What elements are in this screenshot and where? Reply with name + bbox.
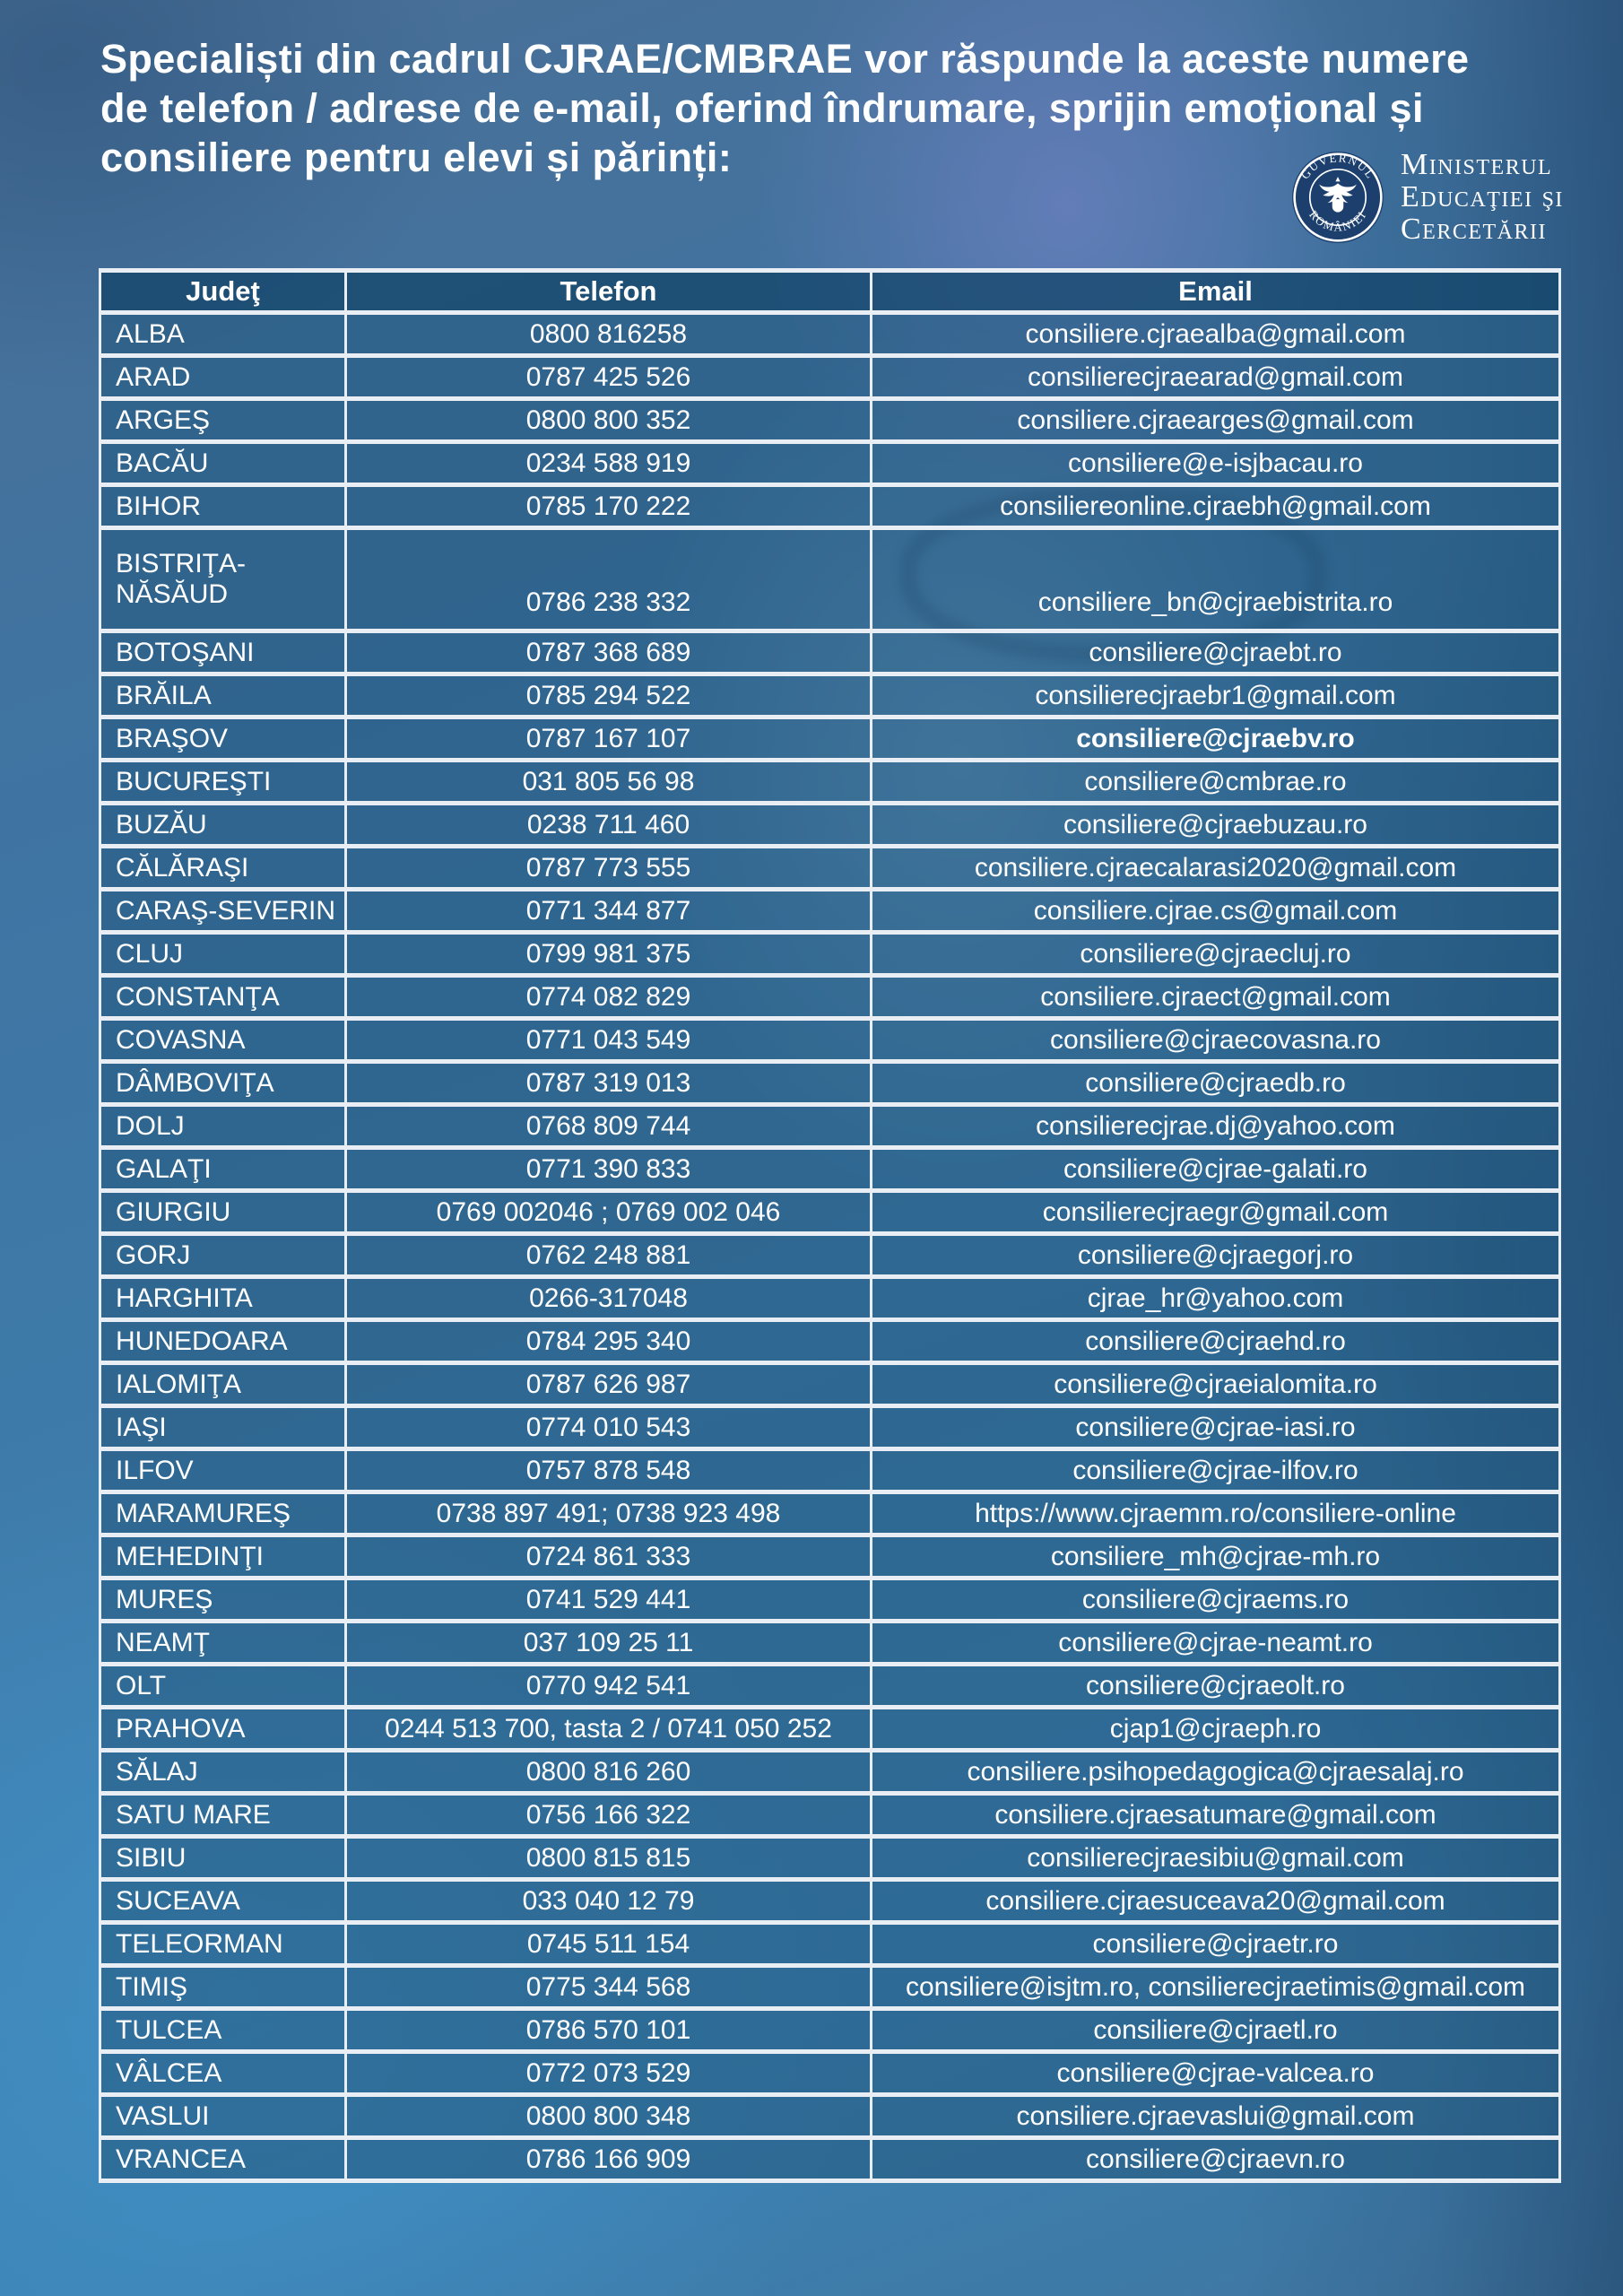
phone-cell: 031 805 56 98 bbox=[346, 761, 872, 804]
table-row bbox=[100, 2138, 1560, 2181]
table-row bbox=[100, 1105, 1560, 1148]
phone-cell: 0771 344 877 bbox=[346, 890, 872, 933]
table-row bbox=[100, 933, 1560, 976]
email-cell: consiliere.cjraesuceava20@gmail.com bbox=[872, 1880, 1560, 1923]
seal-text-bottom: ROMÂNIEI bbox=[1306, 207, 1369, 234]
email-cell: consiliere.psihopedagogica@cjraesalaj.ro bbox=[872, 1751, 1560, 1794]
email-cell: consiliere@cjraeialomita.ro bbox=[872, 1363, 1560, 1406]
table-row bbox=[100, 1449, 1560, 1492]
title-line-3: consiliere pentru elevi și părinți: bbox=[100, 135, 733, 180]
county-cell: GALAŢI bbox=[100, 1148, 346, 1191]
email-cell: consiliere@cjraetr.ro bbox=[872, 1923, 1560, 1966]
county-cell: IAŞI bbox=[100, 1406, 346, 1449]
column-header-email: Email bbox=[872, 271, 1560, 313]
table-row bbox=[100, 804, 1560, 847]
email-cell: consiliere.cjraearges@gmail.com bbox=[872, 399, 1560, 442]
county-cell: ARGEŞ bbox=[100, 399, 346, 442]
table-row bbox=[100, 1837, 1560, 1880]
county-cell: BUZĂU bbox=[100, 804, 346, 847]
table-row bbox=[100, 761, 1560, 804]
email-cell: consiliere@cjraedb.ro bbox=[872, 1062, 1560, 1105]
phone-cell: 0774 082 829 bbox=[346, 976, 872, 1019]
county-cell: BACĂU bbox=[100, 442, 346, 485]
table-row bbox=[100, 442, 1560, 485]
table-row bbox=[100, 1320, 1560, 1363]
county-cell: BRAŞOV bbox=[100, 718, 346, 761]
email-cell: consiliere.cjraecalarasi2020@gmail.com bbox=[872, 847, 1560, 890]
county-cell: CĂLĂRAŞI bbox=[100, 847, 346, 890]
table-row bbox=[100, 1708, 1560, 1751]
table-row bbox=[100, 2009, 1560, 2052]
email-cell: consiliere@cjrae-iasi.ro bbox=[872, 1406, 1560, 1449]
email-cell: consiliere@e-isjbacau.ro bbox=[872, 442, 1560, 485]
county-cell: ALBA bbox=[100, 313, 346, 356]
county-cell: VRANCEA bbox=[100, 2138, 346, 2181]
table-row bbox=[100, 399, 1560, 442]
county-cell: COVASNA bbox=[100, 1019, 346, 1062]
table-body bbox=[100, 313, 1560, 2181]
table-row bbox=[100, 356, 1560, 399]
government-seal-icon bbox=[1291, 151, 1384, 244]
county-cell: MARAMUREŞ bbox=[100, 1492, 346, 1535]
county-cell: GORJ bbox=[100, 1234, 346, 1277]
ministry-name-line-1: Ministerul bbox=[1401, 148, 1553, 181]
table-row bbox=[100, 2095, 1560, 2138]
phone-cell: 0800 815 815 bbox=[346, 1837, 872, 1880]
table-row bbox=[100, 1148, 1560, 1191]
phone-cell: 0785 294 522 bbox=[346, 674, 872, 718]
phone-cell: 0774 010 543 bbox=[346, 1406, 872, 1449]
email-cell: consiliere.cjraect@gmail.com bbox=[872, 976, 1560, 1019]
table-row bbox=[100, 1535, 1560, 1578]
county-cell: GIURGIU bbox=[100, 1191, 346, 1234]
phone-cell: 0238 711 460 bbox=[346, 804, 872, 847]
phone-cell: 0800 816 260 bbox=[346, 1751, 872, 1794]
county-cell: CONSTANŢA bbox=[100, 976, 346, 1019]
phone-cell: 0787 773 555 bbox=[346, 847, 872, 890]
email-cell: consiliere@cjraebuzau.ro bbox=[872, 804, 1560, 847]
county-cell: TULCEA bbox=[100, 2009, 346, 2052]
email-cell: consiliere.cjraealba@gmail.com bbox=[872, 313, 1560, 356]
phone-cell: 0266-317048 bbox=[346, 1277, 872, 1320]
email-cell: cjap1@cjraeph.ro bbox=[872, 1708, 1560, 1751]
table-row bbox=[100, 1191, 1560, 1234]
phone-cell: 037 109 25 11 bbox=[346, 1622, 872, 1665]
table-row bbox=[100, 2052, 1560, 2095]
county-cell: VÂLCEA bbox=[100, 2052, 346, 2095]
email-cell: consiliere@cjrae-neamt.ro bbox=[872, 1622, 1560, 1665]
county-cell: SIBIU bbox=[100, 1837, 346, 1880]
email-cell: consilierecjraearad@gmail.com bbox=[872, 356, 1560, 399]
phone-cell: 0745 511 154 bbox=[346, 1923, 872, 1966]
email-cell: consiliere@cjrae-galati.ro bbox=[872, 1148, 1560, 1191]
table-row bbox=[100, 718, 1560, 761]
phone-cell: 0771 390 833 bbox=[346, 1148, 872, 1191]
email-cell: consiliere@cjraeolt.ro bbox=[872, 1665, 1560, 1708]
column-header-telefon: Telefon bbox=[346, 271, 872, 313]
email-cell: consiliere@cjrae-valcea.ro bbox=[872, 2052, 1560, 2095]
county-cell: SĂLAJ bbox=[100, 1751, 346, 1794]
table-row bbox=[100, 631, 1560, 674]
table-row bbox=[100, 1363, 1560, 1406]
contact-table bbox=[99, 268, 1561, 2183]
phone-cell: 0786 238 332 bbox=[346, 528, 872, 631]
phone-cell: 0775 344 568 bbox=[346, 1966, 872, 2009]
phone-cell: 0787 368 689 bbox=[346, 631, 872, 674]
county-cell: MUREŞ bbox=[100, 1578, 346, 1622]
email-cell: consiliere.cjrae.cs@gmail.com bbox=[872, 890, 1560, 933]
email-cell: consiliere@cjraecovasna.ro bbox=[872, 1019, 1560, 1062]
county-cell: ARAD bbox=[100, 356, 346, 399]
table-row bbox=[100, 674, 1560, 718]
ministry-logo bbox=[1291, 149, 1564, 246]
phone-cell: 0771 043 549 bbox=[346, 1019, 872, 1062]
email-cell: consilierecjraesibiu@gmail.com bbox=[872, 1837, 1560, 1880]
table-row bbox=[100, 1578, 1560, 1622]
email-cell: consiliere@cjraevn.ro bbox=[872, 2138, 1560, 2181]
table-row bbox=[100, 1492, 1560, 1535]
phone-cell: 0738 897 491; 0738 923 498 bbox=[346, 1492, 872, 1535]
phone-cell: 0787 319 013 bbox=[346, 1062, 872, 1105]
title-line-2: de telefon / adrese de e-mail, oferind îndrumare, sprijin emoțional și bbox=[100, 85, 1424, 131]
email-cell: consiliere@cjraehd.ro bbox=[872, 1320, 1560, 1363]
county-cell: PRAHOVA bbox=[100, 1708, 346, 1751]
table-row bbox=[100, 1406, 1560, 1449]
phone-cell: 0772 073 529 bbox=[346, 2052, 872, 2095]
email-cell: consiliere@cjraebt.ro bbox=[872, 631, 1560, 674]
phone-cell: 0784 295 340 bbox=[346, 1320, 872, 1363]
phone-cell: 0800 816258 bbox=[346, 313, 872, 356]
email-cell: cjrae_hr@yahoo.com bbox=[872, 1277, 1560, 1320]
phone-cell: 0785 170 222 bbox=[346, 485, 872, 528]
county-cell: HUNEDOARA bbox=[100, 1320, 346, 1363]
table-row bbox=[100, 313, 1560, 356]
county-cell: VASLUI bbox=[100, 2095, 346, 2138]
table-row bbox=[100, 1062, 1560, 1105]
email-cell: consiliere@cmbrae.ro bbox=[872, 761, 1560, 804]
email-cell: consiliere@isjtm.ro, consilierecjraetimis@gmail.com bbox=[872, 1966, 1560, 2009]
phone-cell: 0244 513 700, tasta 2 / 0741 050 252 bbox=[346, 1708, 872, 1751]
table-row bbox=[100, 1234, 1560, 1277]
county-cell: CARAŞ-SEVERIN bbox=[100, 890, 346, 933]
phone-cell: 0770 942 541 bbox=[346, 1665, 872, 1708]
county-cell: BUCUREŞTI bbox=[100, 761, 346, 804]
county-cell: TIMIŞ bbox=[100, 1966, 346, 2009]
table-row bbox=[100, 976, 1560, 1019]
table-row bbox=[100, 485, 1560, 528]
phone-cell: 0786 166 909 bbox=[346, 2138, 872, 2181]
phone-cell: 0787 626 987 bbox=[346, 1363, 872, 1406]
county-cell: MEHEDINŢI bbox=[100, 1535, 346, 1578]
email-cell: consiliere@cjraetl.ro bbox=[872, 2009, 1560, 2052]
title-line-1: Specialiști din cadrul CJRAE/CMBRAE vor răspunde la aceste numere bbox=[100, 36, 1470, 82]
county-cell: IALOMIŢA bbox=[100, 1363, 346, 1406]
county-cell: BISTRIŢA- NĂSĂUD bbox=[100, 528, 346, 631]
email-cell: consiliere@cjrae-ilfov.ro bbox=[872, 1449, 1560, 1492]
county-cell: HARGHITA bbox=[100, 1277, 346, 1320]
phone-cell: 0741 529 441 bbox=[346, 1578, 872, 1622]
email-cell: consiliere@cjraecluj.ro bbox=[872, 933, 1560, 976]
phone-cell: 0787 425 526 bbox=[346, 356, 872, 399]
email-cell: consiliere.cjraesatumare@gmail.com bbox=[872, 1794, 1560, 1837]
seal-text-top: GUVERNUL bbox=[1298, 151, 1378, 182]
column-header-judet: Judeţ bbox=[100, 271, 346, 313]
email-cell: https://www.cjraemm.ro/consiliere-online bbox=[872, 1492, 1560, 1535]
email-cell: consiliere.cjraevaslui@gmail.com bbox=[872, 2095, 1560, 2138]
county-cell: TELEORMAN bbox=[100, 1923, 346, 1966]
table-row bbox=[100, 1794, 1560, 1837]
phone-cell: 0799 981 375 bbox=[346, 933, 872, 976]
phone-cell: 0800 800 352 bbox=[346, 399, 872, 442]
phone-cell: 0768 809 744 bbox=[346, 1105, 872, 1148]
email-cell: consiliere_mh@cjrae-mh.ro bbox=[872, 1535, 1560, 1578]
email-cell: consilierecjraebr1@gmail.com bbox=[872, 674, 1560, 718]
table-row bbox=[100, 1665, 1560, 1708]
county-cell: CLUJ bbox=[100, 933, 346, 976]
email-cell: consiliere_bn@cjraebistrita.ro bbox=[872, 528, 1560, 631]
table-row bbox=[100, 1019, 1560, 1062]
county-cell: BIHOR bbox=[100, 485, 346, 528]
email-cell: consiliere@cjraegorj.ro bbox=[872, 1234, 1560, 1277]
phone-cell: 033 040 12 79 bbox=[346, 1880, 872, 1923]
table-row bbox=[100, 1880, 1560, 1923]
email-cell: consiliereonline.cjraebh@gmail.com bbox=[872, 485, 1560, 528]
phone-cell: 0762 248 881 bbox=[346, 1234, 872, 1277]
email-cell: consiliere@cjraebv.ro bbox=[872, 718, 1560, 761]
county-cell: SUCEAVA bbox=[100, 1880, 346, 1923]
table-row bbox=[100, 1966, 1560, 2009]
county-cell: BOTOŞANI bbox=[100, 631, 346, 674]
county-cell: OLT bbox=[100, 1665, 346, 1708]
table-row bbox=[100, 1622, 1560, 1665]
ministry-name-line-3: Cercetării bbox=[1401, 213, 1547, 246]
county-cell: NEAMŢ bbox=[100, 1622, 346, 1665]
table-row bbox=[100, 890, 1560, 933]
phone-cell: 0787 167 107 bbox=[346, 718, 872, 761]
phone-cell: 0756 166 322 bbox=[346, 1794, 872, 1837]
table-row bbox=[100, 1277, 1560, 1320]
county-cell: DÂMBOVIŢA bbox=[100, 1062, 346, 1105]
phone-cell: 0234 588 919 bbox=[346, 442, 872, 485]
county-cell: ILFOV bbox=[100, 1449, 346, 1492]
table-row bbox=[100, 847, 1560, 890]
county-cell: DOLJ bbox=[100, 1105, 346, 1148]
email-cell: consilierecjraegr@gmail.com bbox=[872, 1191, 1560, 1234]
email-cell: consilierecjrae.dj@yahoo.com bbox=[872, 1105, 1560, 1148]
county-cell: BRĂILA bbox=[100, 674, 346, 718]
phone-cell: 0724 861 333 bbox=[346, 1535, 872, 1578]
phone-cell: 0757 878 548 bbox=[346, 1449, 872, 1492]
email-cell: consiliere@cjraems.ro bbox=[872, 1578, 1560, 1622]
phone-cell: 0800 800 348 bbox=[346, 2095, 872, 2138]
phone-cell: 0786 570 101 bbox=[346, 2009, 872, 2052]
table-header-row bbox=[100, 271, 1560, 313]
county-cell: SATU MARE bbox=[100, 1794, 346, 1837]
table-row bbox=[100, 528, 1560, 631]
phone-cell: 0769 002046 ; 0769 002 046 bbox=[346, 1191, 872, 1234]
ministry-name-line-2: Educaţiei şi bbox=[1401, 180, 1564, 213]
table-row bbox=[100, 1923, 1560, 1966]
ministry-name bbox=[1401, 149, 1564, 246]
table-row bbox=[100, 1751, 1560, 1794]
